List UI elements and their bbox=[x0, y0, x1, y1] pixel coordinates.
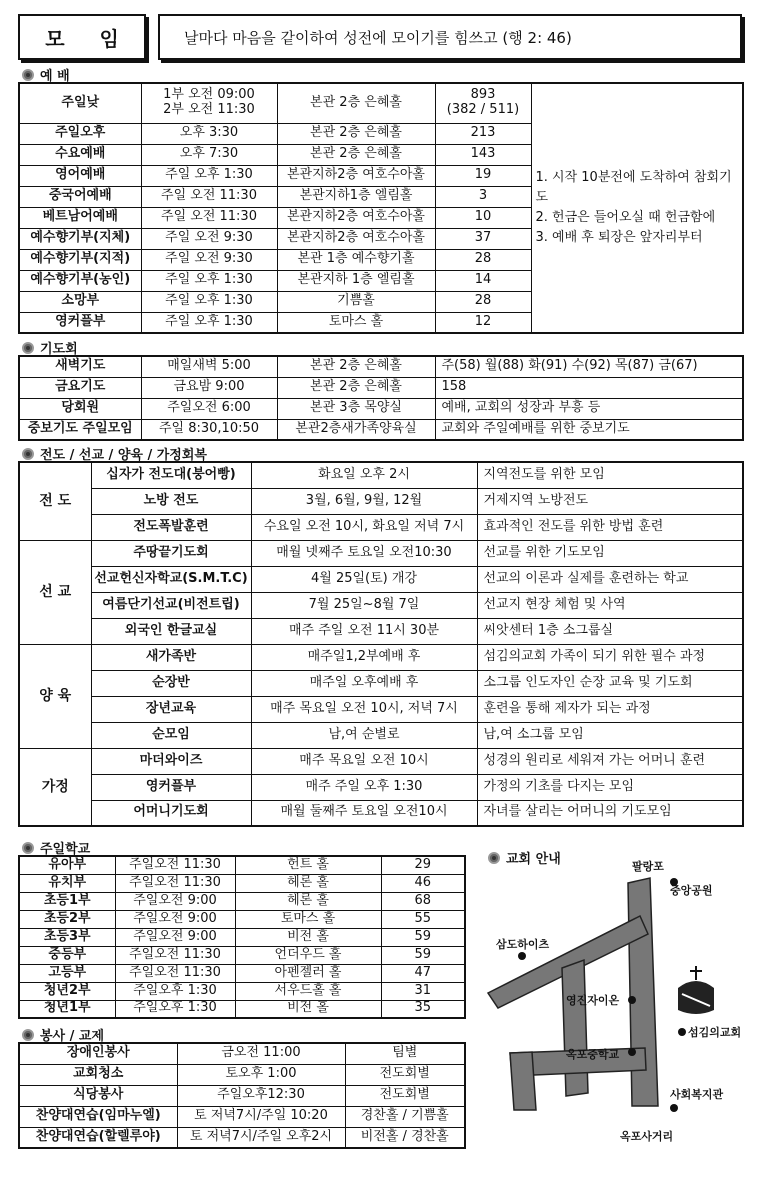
ss-count: 59 bbox=[381, 928, 465, 946]
ss-count: 31 bbox=[381, 982, 465, 1000]
table-row bbox=[19, 419, 743, 440]
section-title: 전도 / 선교 / 양육 / 가정회복 bbox=[40, 448, 207, 463]
worship-time: 오후 7:30 bbox=[141, 144, 277, 165]
worship-note: 3. 예배 후 퇴장은 앞자리부터 bbox=[535, 230, 703, 246]
worship-name: 영커플부 bbox=[19, 312, 141, 333]
mission-time: 화요일 오후 2시 bbox=[251, 462, 477, 488]
table-row bbox=[19, 722, 743, 748]
prayer-place: 본관 2층 은혜홀 bbox=[277, 356, 435, 377]
worship-count: 893 (382 / 511) bbox=[435, 83, 531, 123]
table-row bbox=[19, 488, 743, 514]
mission-time: 매주일1,2부예배 후 bbox=[251, 644, 477, 670]
worship-count: 37 bbox=[435, 228, 531, 249]
worship-notes bbox=[531, 83, 743, 333]
mission-category: 선 교 bbox=[19, 540, 91, 644]
map-dot bbox=[670, 1104, 678, 1112]
table-row bbox=[19, 946, 465, 964]
service-place: 비전홀 / 경찬홀 bbox=[345, 1127, 465, 1148]
worship-time: 주일 오전 11:30 bbox=[141, 186, 277, 207]
table-row bbox=[19, 1106, 465, 1127]
service-name: 찬양대연습(할렐루야) bbox=[19, 1127, 177, 1148]
mission-time: 3월, 6월, 9월, 12월 bbox=[251, 488, 477, 514]
ss-time: 주일오전 11:30 bbox=[115, 874, 235, 892]
table-row bbox=[19, 618, 743, 644]
mission-table bbox=[18, 461, 744, 827]
worship-name: 주일오후 bbox=[19, 123, 141, 144]
page-title: 모 임 bbox=[18, 14, 146, 60]
worship-table bbox=[18, 82, 744, 334]
map-label-north: 팔랑포 bbox=[632, 860, 664, 873]
table-row bbox=[19, 83, 743, 123]
table-row bbox=[19, 670, 743, 696]
ss-place: 서우드홀 홀 bbox=[235, 982, 381, 1000]
prayer-name: 중보기도 주일모임 bbox=[19, 419, 141, 440]
table-row bbox=[19, 910, 465, 928]
worship-time: 주일 오후 1:30 bbox=[141, 270, 277, 291]
prayer-time: 매일새벽 5:00 bbox=[141, 356, 277, 377]
service-time: 토오후 1:00 bbox=[177, 1064, 345, 1085]
table-row bbox=[19, 856, 465, 874]
map-dot bbox=[518, 952, 526, 960]
prayer-table bbox=[18, 355, 744, 441]
service-time: 주일오후12:30 bbox=[177, 1085, 345, 1106]
mission-desc: 선교지 현장 체험 및 사역 bbox=[477, 592, 743, 618]
mission-name: 마더와이즈 bbox=[91, 748, 251, 774]
service-place: 전도회별 bbox=[345, 1085, 465, 1106]
ss-name: 초등2부 bbox=[19, 910, 115, 928]
mission-name: 어머니기도회 bbox=[91, 800, 251, 826]
ss-name: 초등3부 bbox=[19, 928, 115, 946]
ss-place: 비전 홀 bbox=[235, 1000, 381, 1018]
worship-place: 기쁨홀 bbox=[277, 291, 435, 312]
worship-name: 예수향기부(지적) bbox=[19, 249, 141, 270]
table-row bbox=[19, 928, 465, 946]
worship-name: 베트남어예배 bbox=[19, 207, 141, 228]
bullet-icon bbox=[22, 342, 34, 354]
mission-desc: 소그룹 인도자인 순장 교육 및 기도회 bbox=[477, 670, 743, 696]
ss-time: 주일오전 11:30 bbox=[115, 946, 235, 964]
table-row bbox=[19, 774, 743, 800]
mission-category: 양 육 bbox=[19, 644, 91, 748]
prayer-place: 본관2층새가족양육실 bbox=[277, 419, 435, 440]
table-row bbox=[19, 982, 465, 1000]
ss-name: 청년1부 bbox=[19, 1000, 115, 1018]
service-time: 토 저녁7시/주일 오후2시 bbox=[177, 1127, 345, 1148]
sunday-school-table bbox=[18, 855, 466, 1019]
mission-desc: 거제지역 노방전도 bbox=[477, 488, 743, 514]
mission-name: 새가족반 bbox=[91, 644, 251, 670]
ss-count: 29 bbox=[381, 856, 465, 874]
worship-place: 본관지하2층 여호수아홀 bbox=[277, 165, 435, 186]
mission-category: 전 도 bbox=[19, 462, 91, 540]
service-name: 교회청소 bbox=[19, 1064, 177, 1085]
table-row bbox=[19, 377, 743, 398]
service-name: 식당봉사 bbox=[19, 1085, 177, 1106]
ss-count: 47 bbox=[381, 964, 465, 982]
service-time: 토 저녁7시/주일 10:20 bbox=[177, 1106, 345, 1127]
mission-desc: 훈련을 통해 제자가 되는 과정 bbox=[477, 696, 743, 722]
ss-time: 주일오전 11:30 bbox=[115, 856, 235, 874]
worship-time: 주일 오전 9:30 bbox=[141, 228, 277, 249]
prayer-time: 금요밤 9:00 bbox=[141, 377, 277, 398]
mission-name: 전도폭발훈련 bbox=[91, 514, 251, 540]
ss-time: 주일오전 9:00 bbox=[115, 928, 235, 946]
prayer-time: 주일 8:30,10:50 bbox=[141, 419, 277, 440]
map-label-heights: 삼도하이츠 bbox=[496, 938, 550, 951]
worship-count: 143 bbox=[435, 144, 531, 165]
bullet-icon bbox=[22, 448, 34, 460]
map-label-welfare: 사회복지관 bbox=[670, 1088, 724, 1101]
map-dot bbox=[628, 1048, 636, 1056]
prayer-name: 당회원 bbox=[19, 398, 141, 419]
map-dot bbox=[628, 996, 636, 1004]
section-title: 예 배 bbox=[40, 69, 70, 84]
mission-desc: 선교의 이론과 실제를 훈련하는 학교 bbox=[477, 566, 743, 592]
ss-time: 주일오후 1:30 bbox=[115, 982, 235, 1000]
ss-name: 청년2부 bbox=[19, 982, 115, 1000]
bullet-icon bbox=[22, 842, 34, 854]
section-title: 봉사 / 교제 bbox=[40, 1029, 105, 1044]
ss-name: 중등부 bbox=[19, 946, 115, 964]
worship-time: 주일 오후 1:30 bbox=[141, 165, 277, 186]
worship-count: 12 bbox=[435, 312, 531, 333]
prayer-note: 교회와 주일예배를 위한 중보기도 bbox=[435, 419, 743, 440]
mission-name: 순모임 bbox=[91, 722, 251, 748]
table-row bbox=[19, 1000, 465, 1018]
worship-count: 10 bbox=[435, 207, 531, 228]
mission-name: 선교헌신자학교(S.M.T.C) bbox=[91, 566, 251, 592]
mission-time: 매주 주일 오후 1:30 bbox=[251, 774, 477, 800]
worship-place: 본관지하2층 여호수아홀 bbox=[277, 207, 435, 228]
worship-name: 예수향기부(농인) bbox=[19, 270, 141, 291]
table-row bbox=[19, 356, 743, 377]
table-row bbox=[19, 462, 743, 488]
ss-name: 유치부 bbox=[19, 874, 115, 892]
table-row bbox=[19, 748, 743, 774]
mission-desc: 섬김의교회 가족이 되기 위한 필수 과정 bbox=[477, 644, 743, 670]
ss-place: 헤론 홀 bbox=[235, 892, 381, 910]
prayer-place: 본관 2층 은혜홀 bbox=[277, 377, 435, 398]
worship-place: 본관 2층 은혜홀 bbox=[277, 123, 435, 144]
mission-time: 매주일 오후예배 후 bbox=[251, 670, 477, 696]
table-row bbox=[19, 696, 743, 722]
mission-desc: 씨앗센터 1층 소그룹실 bbox=[477, 618, 743, 644]
table-row bbox=[19, 1064, 465, 1085]
mission-time: 매월 둘째주 토요일 오전10시 bbox=[251, 800, 477, 826]
mission-desc: 성경의 원리로 세워져 가는 어머니 훈련 bbox=[477, 748, 743, 774]
worship-time: 오후 3:30 bbox=[141, 123, 277, 144]
mission-time: 수요일 오전 10시, 화요일 저녁 7시 bbox=[251, 514, 477, 540]
ss-place: 아펜젤러 홀 bbox=[235, 964, 381, 982]
ss-count: 46 bbox=[381, 874, 465, 892]
worship-place: 본관 2층 은혜홀 bbox=[277, 83, 435, 123]
table-row bbox=[19, 514, 743, 540]
ss-place: 헤론 홀 bbox=[235, 874, 381, 892]
mission-time: 남,여 순별로 bbox=[251, 722, 477, 748]
worship-time: 주일 오후 1:30 bbox=[141, 291, 277, 312]
mission-time: 매주 목요일 오전 10시 bbox=[251, 748, 477, 774]
worship-count: 19 bbox=[435, 165, 531, 186]
service-place: 경찬홀 / 기쁨홀 bbox=[345, 1106, 465, 1127]
worship-count: 28 bbox=[435, 291, 531, 312]
mission-name: 순장반 bbox=[91, 670, 251, 696]
table-row bbox=[19, 1043, 465, 1064]
ss-place: 토마스 홀 bbox=[235, 910, 381, 928]
ss-name: 초등1부 bbox=[19, 892, 115, 910]
ss-place: 헌트 홀 bbox=[235, 856, 381, 874]
service-name: 찬양대연습(임마누엘) bbox=[19, 1106, 177, 1127]
worship-place: 본관지하1층 엘림홀 bbox=[277, 186, 435, 207]
service-name: 장애인봉사 bbox=[19, 1043, 177, 1064]
page-header bbox=[18, 14, 742, 62]
table-row bbox=[19, 566, 743, 592]
table-row bbox=[19, 1127, 465, 1148]
mission-name: 영커플부 bbox=[91, 774, 251, 800]
bullet-icon bbox=[22, 1029, 34, 1041]
table-row bbox=[19, 874, 465, 892]
ss-count: 35 bbox=[381, 1000, 465, 1018]
map-label-church: 섬김의교회 bbox=[688, 1026, 742, 1039]
worship-note: 1. 시작 10분전에 도착하여 참회기도 bbox=[535, 169, 732, 205]
table-row bbox=[19, 892, 465, 910]
worship-place: 본관 1층 예수향기홀 bbox=[277, 249, 435, 270]
table-row bbox=[19, 964, 465, 982]
worship-time: 주일 오전 9:30 bbox=[141, 249, 277, 270]
mission-time: 4월 25일(토) 개강 bbox=[251, 566, 477, 592]
mission-time: 매월 넷째주 토요일 오전10:30 bbox=[251, 540, 477, 566]
table-row bbox=[19, 644, 743, 670]
prayer-note: 예배, 교회의 성장과 부흥 등 bbox=[435, 398, 743, 419]
ss-name: 고등부 bbox=[19, 964, 115, 982]
ss-time: 주일오전 9:00 bbox=[115, 892, 235, 910]
ss-count: 68 bbox=[381, 892, 465, 910]
mission-name: 여름단기선교(비전트립) bbox=[91, 592, 251, 618]
ss-time: 주일오후 1:30 bbox=[115, 1000, 235, 1018]
prayer-note: 158 bbox=[435, 377, 743, 398]
map-label-school: 옥포중학교 bbox=[566, 1048, 620, 1061]
table-row bbox=[19, 398, 743, 419]
worship-place: 본관지하 1층 엘림홀 bbox=[277, 270, 435, 291]
mission-name: 장년교육 bbox=[91, 696, 251, 722]
mission-name: 외국인 한글교실 bbox=[91, 618, 251, 644]
prayer-note: 주(58) 월(88) 화(91) 수(92) 목(87) 금(67) bbox=[435, 356, 743, 377]
mission-time: 7월 25일~8월 7일 bbox=[251, 592, 477, 618]
service-time: 금오전 11:00 bbox=[177, 1043, 345, 1064]
ss-name: 유아부 bbox=[19, 856, 115, 874]
worship-note: 2. 헌금은 들어오실 때 헌금함에 bbox=[535, 210, 716, 225]
worship-time: 1부 오전 09:00 2부 오전 11:30 bbox=[141, 83, 277, 123]
header-verse: 날마다 마음을 같이하여 성전에 모이기를 힘쓰고 (행 2: 46) bbox=[158, 14, 742, 60]
worship-time: 주일 오후 1:30 bbox=[141, 312, 277, 333]
mission-desc: 지역전도를 위한 모임 bbox=[477, 462, 743, 488]
section-title: 기도회 bbox=[40, 342, 78, 357]
prayer-name: 새벽기도 bbox=[19, 356, 141, 377]
table-row bbox=[19, 592, 743, 618]
worship-name: 예수향기부(지체) bbox=[19, 228, 141, 249]
mission-desc: 가정의 기초를 다지는 모임 bbox=[477, 774, 743, 800]
worship-name: 소망부 bbox=[19, 291, 141, 312]
mission-time: 매주 주일 오전 11시 30분 bbox=[251, 618, 477, 644]
mission-desc: 선교를 위한 기도모임 bbox=[477, 540, 743, 566]
section-title: 교회 안내 bbox=[506, 852, 561, 867]
ss-time: 주일오전 11:30 bbox=[115, 964, 235, 982]
prayer-name: 금요기도 bbox=[19, 377, 141, 398]
mission-name: 노방 전도 bbox=[91, 488, 251, 514]
section-title: 주일학교 bbox=[40, 842, 91, 857]
worship-name: 중국어예배 bbox=[19, 186, 141, 207]
ss-count: 55 bbox=[381, 910, 465, 928]
church-map bbox=[470, 848, 750, 1148]
service-place: 전도회별 bbox=[345, 1064, 465, 1085]
ss-place: 비전 홀 bbox=[235, 928, 381, 946]
service-table bbox=[18, 1042, 466, 1149]
worship-name: 수요예배 bbox=[19, 144, 141, 165]
prayer-place: 본관 3층 목양실 bbox=[277, 398, 435, 419]
table-row bbox=[19, 800, 743, 826]
bullet-icon bbox=[22, 69, 34, 81]
mission-name: 주땅끝기도회 bbox=[91, 540, 251, 566]
worship-count: 14 bbox=[435, 270, 531, 291]
worship-name: 주일낮 bbox=[19, 83, 141, 123]
mission-desc: 자녀를 살리는 어머니의 기도모임 bbox=[477, 800, 743, 826]
worship-place: 본관지하2층 여호수아홀 bbox=[277, 228, 435, 249]
worship-name: 영어예배 bbox=[19, 165, 141, 186]
service-place: 팀별 bbox=[345, 1043, 465, 1064]
worship-count: 3 bbox=[435, 186, 531, 207]
ss-place: 언더우드 홀 bbox=[235, 946, 381, 964]
table-row bbox=[19, 540, 743, 566]
map-label-junction: 옥포사거리 bbox=[620, 1130, 674, 1143]
worship-count: 28 bbox=[435, 249, 531, 270]
ss-time: 주일오전 9:00 bbox=[115, 910, 235, 928]
worship-place: 토마스 홀 bbox=[277, 312, 435, 333]
prayer-time: 주일오전 6:00 bbox=[141, 398, 277, 419]
mission-desc: 남,여 소그룹 모임 bbox=[477, 722, 743, 748]
mission-time: 매주 목요일 오전 10시, 저녁 7시 bbox=[251, 696, 477, 722]
worship-time: 주일 오전 11:30 bbox=[141, 207, 277, 228]
mission-category: 가정 bbox=[19, 748, 91, 826]
church-icon bbox=[678, 966, 714, 1014]
mission-desc: 효과적인 전도를 위한 방법 훈련 bbox=[477, 514, 743, 540]
mission-name: 십자가 전도대(붕어빵) bbox=[91, 462, 251, 488]
map-dot bbox=[678, 1028, 686, 1036]
map-label-park: 중앙공원 bbox=[670, 884, 713, 897]
table-row bbox=[19, 1085, 465, 1106]
map-label-apt: 영진자이온 bbox=[566, 994, 620, 1007]
worship-place: 본관 2층 은혜홀 bbox=[277, 144, 435, 165]
ss-count: 59 bbox=[381, 946, 465, 964]
worship-count: 213 bbox=[435, 123, 531, 144]
